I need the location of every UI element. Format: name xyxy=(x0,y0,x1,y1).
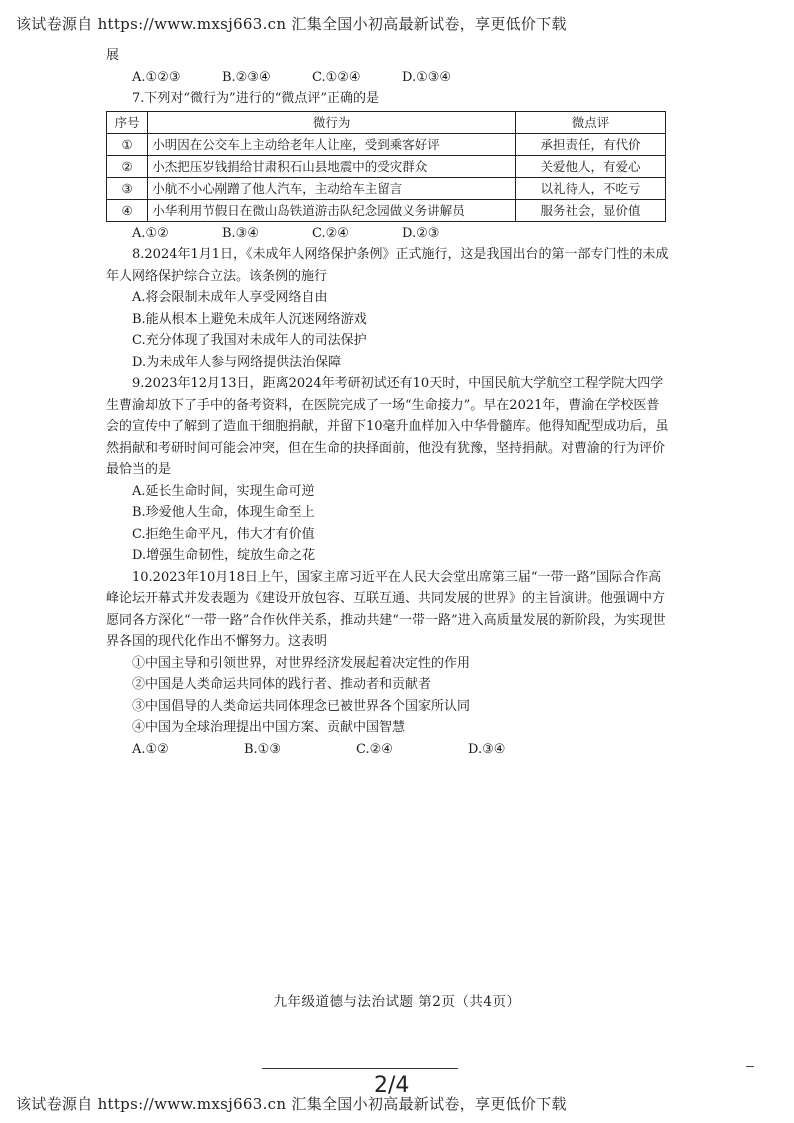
option-d: D.为未成年人参与网络提供法治保障 xyxy=(132,354,342,370)
row-behavior: 小航不小心剐蹭了他人汽车，主动给车主留言 xyxy=(148,177,516,199)
row-number: ③ xyxy=(107,177,148,199)
statement-4: ④中国为全球治理提出中国方案、贡献中国智慧 xyxy=(132,720,406,735)
option-a: A.将会限制未成年人享受网络自由 xyxy=(132,290,328,305)
statement-3: ③中国倡导的人类命运共同体理念已被世界各个国家所认同 xyxy=(132,698,471,714)
row-number: ① xyxy=(107,133,148,155)
question-8-stem: 8.2024年1月1日，《未成年人网络保护条例》正式施行，这是我国出台的第一部专门性的未成年人网络保护综合立法。该条例的施行 xyxy=(106,247,669,284)
exam-content xyxy=(106,45,671,760)
question-6-tail xyxy=(106,45,671,88)
option-c: C.②④ xyxy=(356,741,393,757)
option-b: B.珍爱他人生命，体现生命至上 xyxy=(132,505,315,520)
option-d: D.增强生命韧性，绽放生命之花 xyxy=(132,548,316,563)
option-c: C.充分体现了我国对未成年人的司法保护 xyxy=(132,333,367,348)
option-c: C.①②④ xyxy=(312,69,361,85)
row-comment: 关爱他人，有爱心 xyxy=(515,155,665,177)
option-c: C.拒绝生命平凡，伟大才有价值 xyxy=(132,526,315,542)
question-8 xyxy=(106,244,671,373)
option-b: B.能从根本上避免未成年人沉迷网络游戏 xyxy=(132,311,367,327)
option-b: B.①③ xyxy=(244,741,281,757)
table-row xyxy=(107,133,666,155)
source-banner-top: 该试卷源自 https://www.mxsj663.cn 汇集全国小初高最新试卷，享更低价下载 xyxy=(16,15,567,33)
option-a: A.①②③ xyxy=(132,69,181,85)
page-footer: 九年级道德与法治试题 第2页（共4页） xyxy=(273,994,521,1010)
source-banner-bottom: 该试卷源自 https://www.mxsj663.cn 汇集全国小初高最新试卷，享更低价下载 xyxy=(16,1095,567,1113)
row-behavior: 小杰把压岁钱捐给甘肃积石山县地震中的受灾群众 xyxy=(148,155,516,177)
page-number: 2/4 xyxy=(374,1073,410,1098)
table-row xyxy=(107,177,666,199)
option-d: D.③④ xyxy=(468,741,506,757)
table-row xyxy=(107,155,666,177)
statement-1: ①中国主导和引领世界，对世界经济发展起着决定性的作用 xyxy=(132,655,471,671)
table-row xyxy=(107,199,666,221)
row-behavior: 小明因在公交车上主动给老年人让座，受到乘客好评 xyxy=(148,133,516,155)
header-comment: 微点评 xyxy=(515,111,665,133)
option-b: B.②③④ xyxy=(222,69,271,85)
question-10-stem: 10.2023年10月18日上午，国家主席习近平在人民大会堂出席第三届“一带一路”国际合作高峰论坛开幕式并发表题为《建设开放包容、互联互通、共同发展的世界》的主旨演讲。他强调中方愿同各方深化“一带一路”合作伙伴关系，推动共建“一带一路”进入高质量发展的新阶段，为实现世界各国的现代化作出不懈努力。这表明 xyxy=(106,569,666,649)
question-6-stem-tail: 展 xyxy=(106,48,120,63)
row-comment: 以礼待人，不吃亏 xyxy=(515,177,665,199)
header-number: 序号 xyxy=(107,111,148,133)
question-10 xyxy=(106,567,671,761)
option-a: A.①② xyxy=(132,741,169,757)
row-comment: 服务社会，显价值 xyxy=(515,199,665,221)
question-7-stem: 7.下列对“微行为”进行的“微点评”正确的是 xyxy=(132,91,379,106)
option-d: D.①③④ xyxy=(402,69,452,85)
option-a: A.延长生命时间，实现生命可逆 xyxy=(132,483,315,499)
option-c: C.②④ xyxy=(312,225,349,241)
question-9-stem: 9.2023年12月13日，距离2024年考研初试还有10天时，中国民航大学航空工程学院大四学生曹渝却放下了手中的备考资料，在医院完成了一场“生命接力”。早在2021年，曹渝在学校医普会的宣传中了解到了造血干细胞捐献，并留下10毫升血样加入中华骨髓库。他得知配型成功后，虽然捐献和考研时间可能会冲突，但在生命的抉择面前，他没有犹豫，坚持捐献。对曹渝的行为评价最恰当的是 xyxy=(106,376,669,477)
statement-2: ②中国是人类命运共同体的践行者、推动者和贡献者 xyxy=(132,677,432,692)
micro-behavior-table xyxy=(106,111,666,222)
option-a: A.①② xyxy=(132,225,169,241)
scan-mark xyxy=(746,1066,754,1067)
row-comment: 承担责任，有代价 xyxy=(515,133,665,155)
option-b: B.③④ xyxy=(222,225,259,241)
row-behavior: 小华利用节假日在微山岛铁道游击队纪念园做义务讲解员 xyxy=(148,199,516,221)
question-10-options xyxy=(106,739,671,761)
header-behavior: 微行为 xyxy=(148,111,516,133)
question-9 xyxy=(106,373,671,567)
footer-divider xyxy=(262,1068,458,1069)
question-7-options xyxy=(106,223,671,245)
row-number: ② xyxy=(107,155,148,177)
table-header-row xyxy=(107,111,666,133)
option-d: D.②③ xyxy=(402,225,440,241)
question-6-options xyxy=(106,67,671,89)
row-number: ④ xyxy=(107,199,148,221)
question-7 xyxy=(106,88,671,244)
